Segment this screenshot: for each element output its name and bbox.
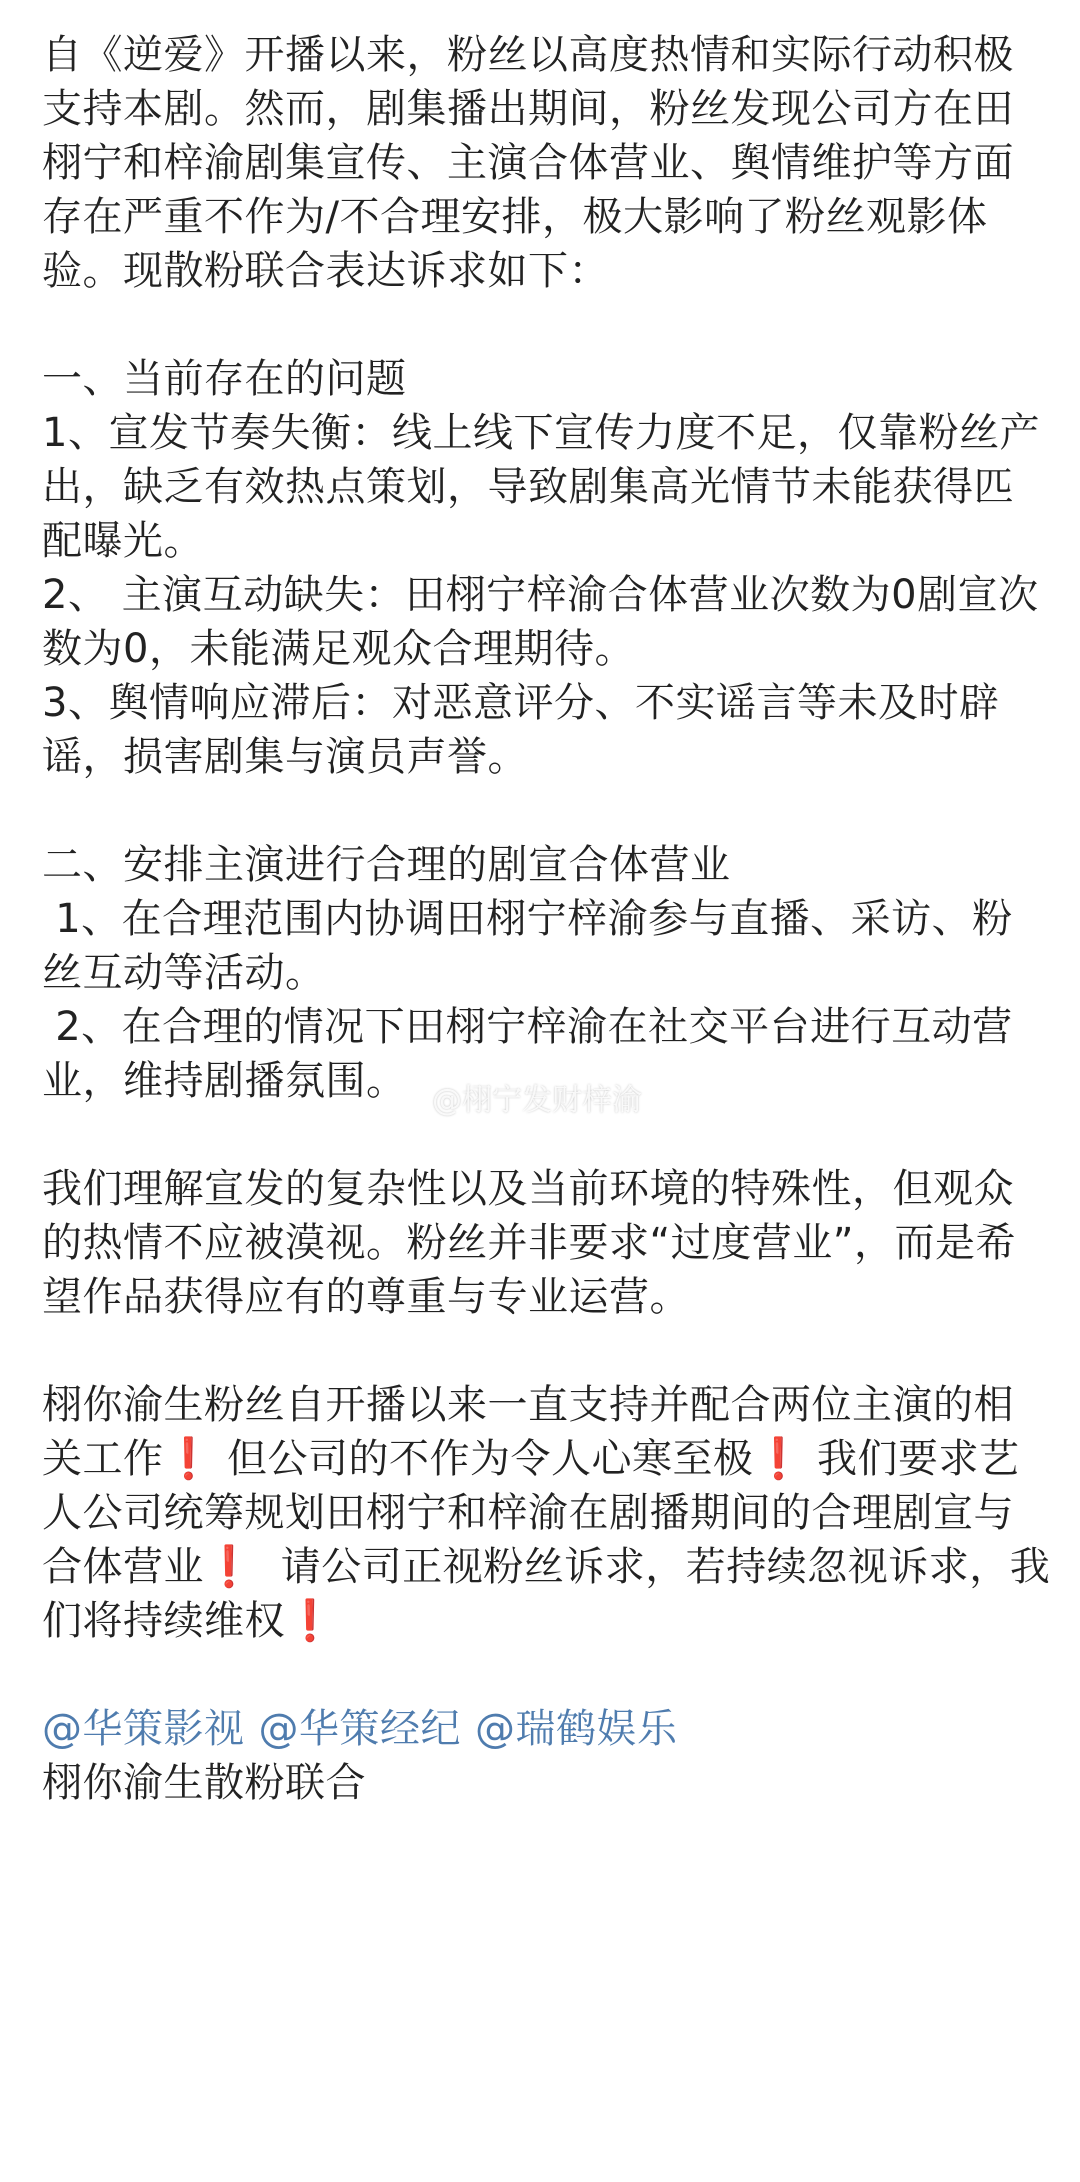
- mention-link-ruihe-ent[interactable]: @瑞鹤娱乐: [475, 1706, 678, 1752]
- section1-item-2: 2、 主演互动缺失：田栩宁梓渝合体营业次数为0剧宣次数为0，未能满足观众合理期待。: [42, 572, 1039, 672]
- demand-text-1: 栩你渝生粉丝自开播以来一直支持并配合两位主演的相关工作: [42, 1382, 1014, 1482]
- exclamation-icon: ❗: [285, 1598, 336, 1644]
- demand-text-2: 但公司的不作为令人心寒至极: [213, 1436, 754, 1482]
- watermark: @栩宁发财梓渝: [432, 1083, 642, 1118]
- section2-item-1: 1、在合理范围内协调田栩宁梓渝参与直播、采访、粉丝互动等活动。: [42, 896, 1013, 996]
- demand-text-4: 请公司正视粉丝诉求，若持续忽视诉求，我们将持续维权: [42, 1544, 1051, 1644]
- exclamation-icon: ❗: [753, 1436, 804, 1482]
- demand-paragraph: [42, 1378, 1052, 1648]
- mention-link-huace-agency[interactable]: @华策经纪: [258, 1706, 461, 1752]
- section2-heading: 二、安排主演进行合理的剧宣合体营业: [42, 842, 731, 888]
- intro-paragraph: 自《逆爱》开播以来，粉丝以高度热情和实际行动积极支持本剧。然而，剧集播出期间，粉丝发现公司方在田栩宁和梓渝剧集宣传、主演合体营业、舆情维护等方面存在严重不作为/不合理安排，极大影响了粉丝观影体验。现散粉联合表达诉求如下：: [42, 32, 1014, 294]
- post-body: [42, 28, 1052, 1810]
- section1-item-1: 1、宣发节奏失衡：线上线下宣传力度不足，仅靠粉丝产出，缺乏有效热点策划，导致剧集高光情节未能获得匹配曝光。: [42, 410, 1040, 564]
- section1-heading: 一、当前存在的问题: [42, 356, 407, 402]
- spacer: [42, 784, 1052, 838]
- spacer: [42, 1108, 1052, 1162]
- closing-paragraph: 我们理解宣发的复杂性以及当前环境的特殊性，但观众的热情不应被漠视。粉丝并非要求“过度营业”，而是希望作品获得应有的尊重与专业运营。: [42, 1166, 1016, 1320]
- demand-text-3: 我们要求艺人公司统筹规划田栩宁和梓渝在剧播期间的合理剧宣与合体营业: [42, 1436, 1020, 1590]
- exclamation-icon: ❗: [204, 1544, 255, 1590]
- spacer: [42, 1324, 1052, 1378]
- exclamation-icon: ❗: [163, 1436, 214, 1482]
- mention-link-huace-film[interactable]: @华策影视: [42, 1706, 245, 1752]
- signature: 栩你渝生散粉联合: [42, 1760, 366, 1806]
- mentions-line: [42, 1702, 1052, 1756]
- section2-item-2: 2、在合理的情况下田栩宁梓渝在社交平台进行互动营业，维持剧播氛围。: [42, 1004, 1013, 1104]
- spacer: [42, 1648, 1052, 1702]
- section1-item-3: 3、舆情响应滞后：对恶意评分、不实谣言等未及时辟谣，损害剧集与演员声誉。: [42, 680, 1000, 780]
- spacer: [42, 298, 1052, 352]
